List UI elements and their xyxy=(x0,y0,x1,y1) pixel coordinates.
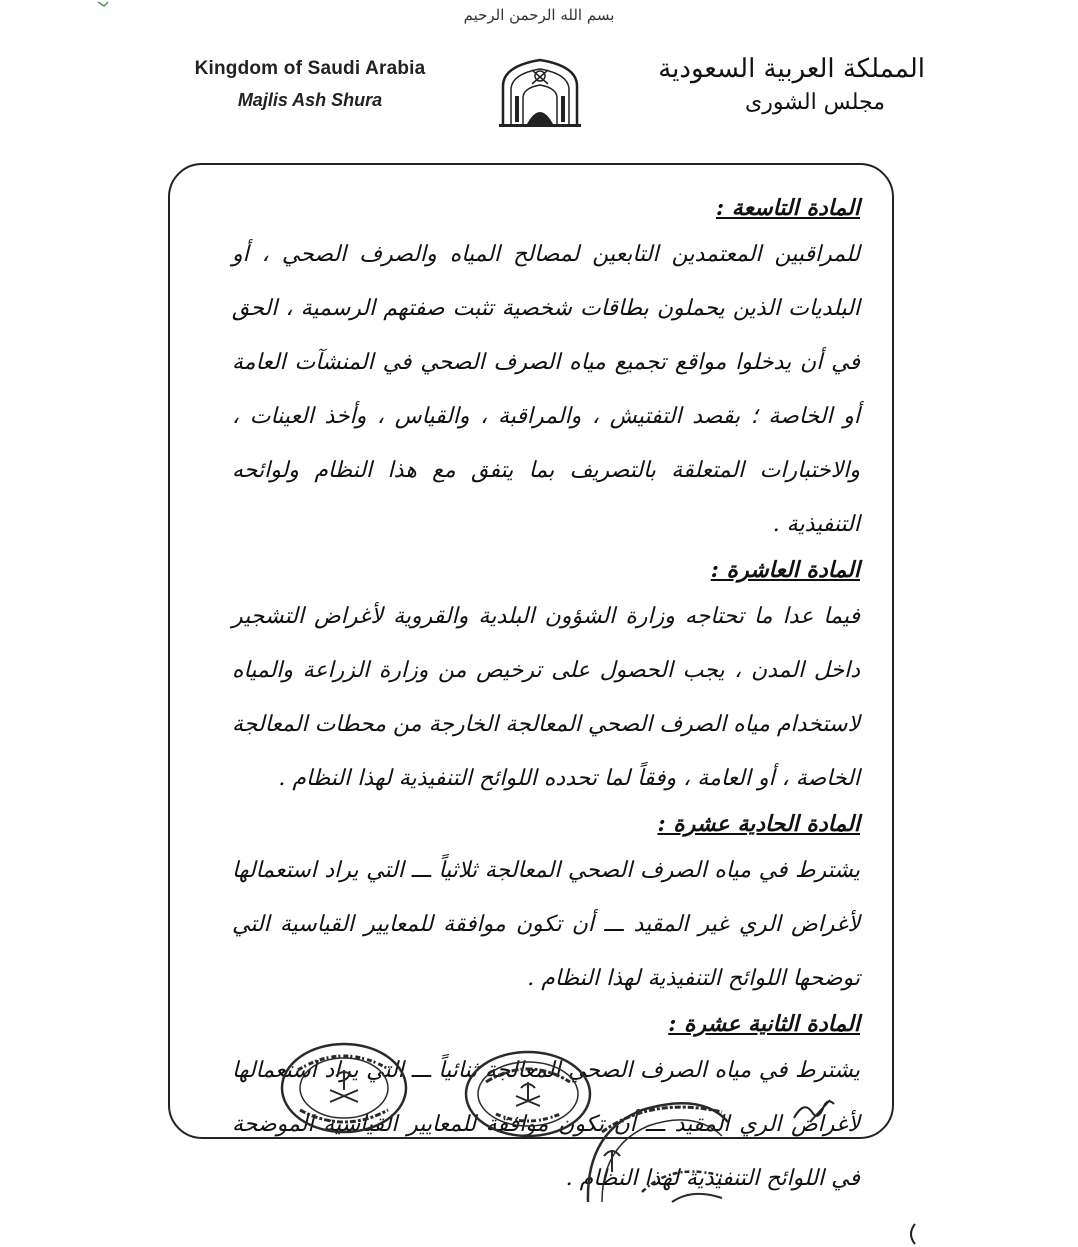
article-9 xyxy=(232,190,860,552)
cabinet-presidency-stamp-icon xyxy=(582,1092,732,1222)
article-text: يشترط في مياه الصرف الصحي المعالجة ثنائياً ـــ التي يراد استعمالها لأغراض الري المقيد ـــ أن تكون موافقة للمعايير القياسية الموضحة في اللوائح التنفيذية لهذا النظام . xyxy=(232,1058,860,1191)
article-text: للمراقبين المعتمدين التابعين لمصالح المياه والصرف الصحي ، أو البلديات الذين يحملون بطاقات شخصية تثبت صفتهم الرسمية ، الحق في أن يدخلوا مواقع تجميع مياه الصرف الصحي في المنشآت العامة أو الخاصة ؛ بقصد التفتيش ، والمراقبة ، والقياس ، وأخذ العينات ، والاختبارات المتعلقة بالتصريف بما يتفق مع هذا النظام ولوائحه التنفيذية . xyxy=(232,242,860,537)
header-arabic xyxy=(640,54,925,115)
scan-edge-mark-icon xyxy=(905,1222,919,1246)
basmala: بسم الله الرحمن الرحيم xyxy=(463,6,615,24)
article-text: يشترط في مياه الصرف الصحي المعالجة ثلاثياً ـــ التي يراد استعمالها لأغراض الري غير المقيد ـــ أن تكون موافقة للمعايير القياسية التي توضحها اللوائح التنفيذية لهذا النظام . xyxy=(232,858,860,991)
article-title: المادة التاسعة : xyxy=(716,195,860,221)
article-text: فيما عدا ما تحتاجه وزارة الشؤون البلدية والقروية لأغراض التشجير داخل المدن ، يجب الحصول على ترخيص من وزارة الزراعة والمياه لاستخدام مياه الصرف الصحي المعالجة الخارجة من محطات المعالجة الخاصة ، أو العامة ، وفقاً لما تحدده اللوائح التنفيذية لهذا النظام . xyxy=(232,604,860,791)
article-title: المادة العاشرة : xyxy=(710,557,860,583)
cabinet-admin-seal-icon xyxy=(278,1040,410,1136)
shura-emblem-icon xyxy=(497,52,583,128)
article-11 xyxy=(232,806,860,1006)
shura-general-secretariat-seal-icon xyxy=(462,1048,594,1140)
article-10 xyxy=(232,552,860,806)
council-name-ar: مجلس الشورى xyxy=(745,90,885,115)
kingdom-name-en: Kingdom of Saudi Arabia xyxy=(194,58,426,79)
kingdom-name-ar: المملكة العربية السعودية xyxy=(658,54,925,84)
council-name-en: Majlis Ash Shura xyxy=(237,90,383,110)
signature-icon xyxy=(790,1094,838,1126)
article-title: المادة الثانية عشرة : xyxy=(668,1011,860,1037)
article-title: المادة الحادية عشرة : xyxy=(657,811,860,837)
header-english xyxy=(170,58,450,111)
scan-corner-mark-icon xyxy=(96,0,110,8)
